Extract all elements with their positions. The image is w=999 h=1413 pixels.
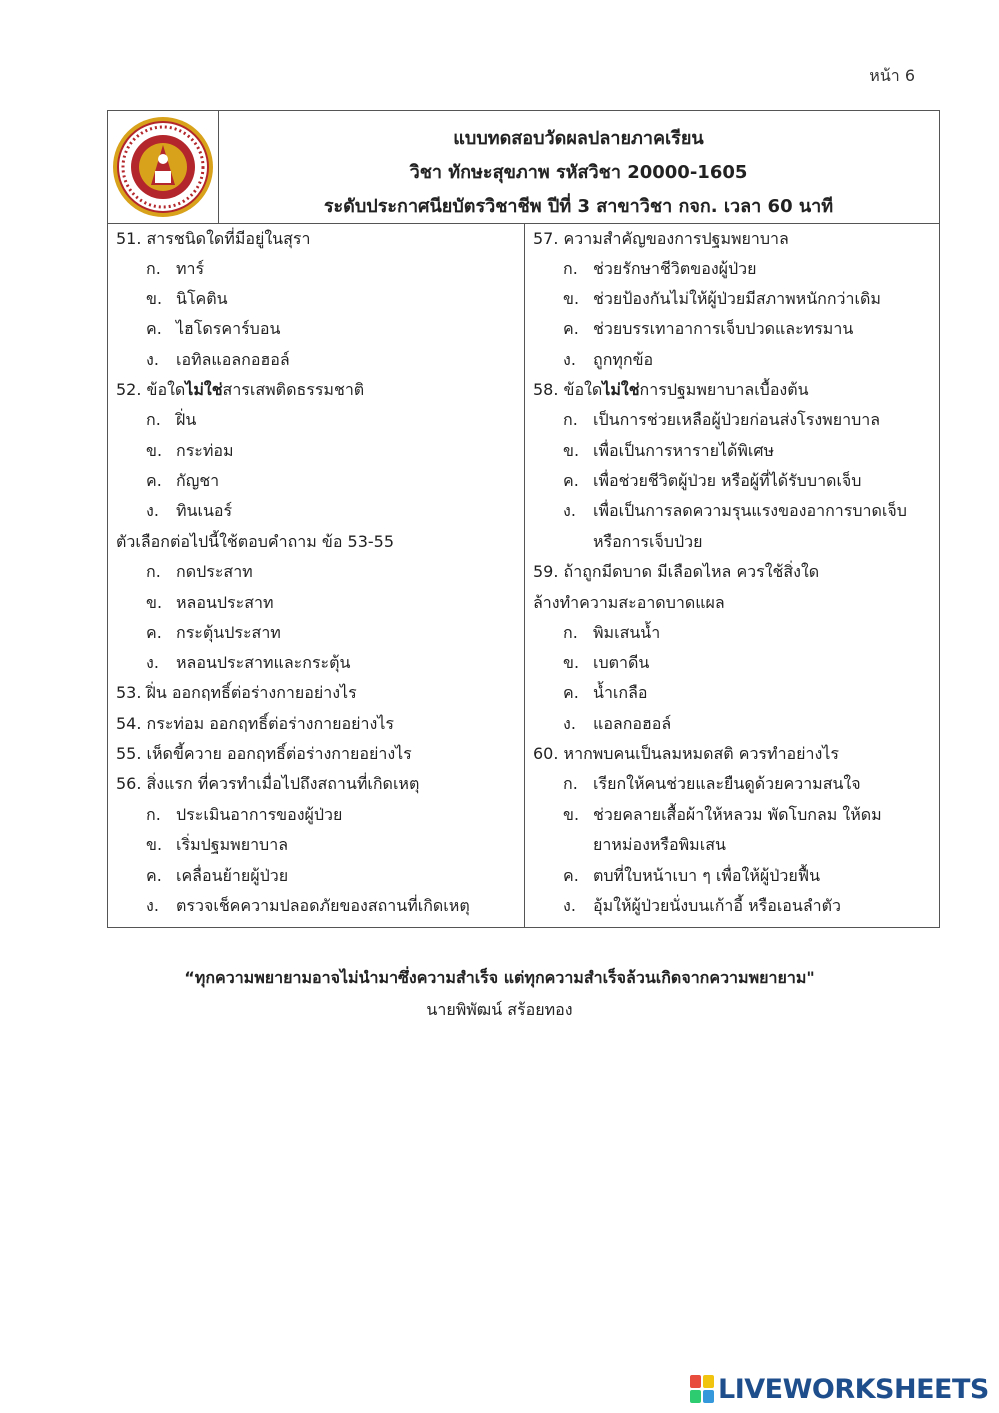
option[interactable] bbox=[146, 439, 234, 464]
option[interactable] bbox=[146, 317, 280, 342]
option-mark: ข. bbox=[146, 441, 163, 460]
option[interactable] bbox=[146, 803, 342, 828]
option-mark: ง. bbox=[563, 714, 576, 733]
option-text: เพื่อเป็นการหารายได้พิเศษ bbox=[593, 441, 775, 460]
option-continuation: หรือการเจ็บป่วย bbox=[593, 532, 703, 551]
option-mark: ง. bbox=[146, 350, 159, 369]
option-text: นิโคติน bbox=[176, 289, 228, 308]
option[interactable] bbox=[563, 681, 648, 706]
option[interactable] bbox=[146, 257, 204, 282]
option-text: เพื่อช่วยชีวิตผู้ป่วย หรือผู้ที่ได้รับบาดเจ็บ bbox=[593, 471, 862, 490]
option-text: ไฮโดรคาร์บอน bbox=[176, 319, 281, 338]
option-text: อุ้มให้ผู้ป่วยนั่งบนเก้าอี้ หรือเอนลำตัว bbox=[593, 896, 842, 915]
q52-emphasis: ไม่ใช่ bbox=[185, 380, 223, 399]
title-cell bbox=[218, 111, 939, 223]
option-text: เรียกให้คนช่วยและยืนดูด้วยความสนใจ bbox=[593, 774, 861, 793]
option-mark: ข. bbox=[146, 289, 163, 308]
option-text: แอลกอฮอล์ bbox=[593, 714, 672, 733]
option-text: ตบที่ใบหน้าเบา ๆ เพื่อให้ผู้ป่วยฟื้น bbox=[593, 866, 821, 885]
option-text: น้ำเกลือ bbox=[593, 683, 648, 702]
option[interactable] bbox=[563, 257, 757, 282]
option-mark: ก. bbox=[563, 410, 578, 429]
option[interactable] bbox=[146, 499, 232, 524]
option-text: ถูกทุกข้อ bbox=[593, 350, 654, 369]
page-number: หน้า 6 bbox=[869, 66, 915, 85]
option[interactable] bbox=[146, 287, 228, 312]
option-mark: ข. bbox=[146, 593, 163, 612]
level-line: ระดับประกาศนียบัตรวิชาชีพ ปีที่ 3 สาขาวิชา กจก. เวลา 60 นาที bbox=[323, 196, 834, 217]
right-column bbox=[525, 223, 939, 927]
option-text: ช่วยบรรเทาอาการเจ็บปวดและทรมาน bbox=[593, 319, 854, 338]
liveworksheets-icon bbox=[690, 1375, 714, 1403]
option-text: พิมเสนน้ำ bbox=[593, 623, 661, 642]
q58-emphasis: ไม่ใช่ bbox=[602, 380, 640, 399]
option-text: เป็นการช่วยเหลือผู้ป่วยก่อนส่งโรงพยาบาล bbox=[593, 410, 881, 429]
option-text: เพื่อเป็นการลดความรุนแรงของอาการบาดเจ็บ bbox=[593, 501, 907, 520]
question-55: 55. เห็ดขี้ควาย ออกฤทธิ์ต่อร่างกายอย่างไร bbox=[116, 744, 412, 763]
college-logo bbox=[111, 115, 215, 219]
option-text: กดประสาท bbox=[176, 562, 253, 581]
option-text: ช่วยรักษาชีวิตของผู้ป่วย bbox=[593, 259, 757, 278]
question-52 bbox=[116, 378, 364, 403]
option-mark: ข. bbox=[563, 805, 580, 824]
question-53: 53. ฝิ่น ออกฤทธิ์ต่อร่างกายอย่างไร bbox=[116, 683, 357, 702]
option-mark: ก. bbox=[146, 410, 161, 429]
q52-suffix: สารเสพติดธรรมชาติ bbox=[222, 380, 365, 399]
option-mark: ก. bbox=[563, 623, 578, 642]
option-mark: ง. bbox=[146, 653, 159, 672]
option-mark: ค. bbox=[563, 866, 579, 885]
option[interactable] bbox=[146, 560, 253, 585]
option-mark: ค. bbox=[146, 471, 162, 490]
choices-intro: ตัวเลือกต่อไปนี้ใช้ตอบคำถาม ข้อ 53-55 bbox=[116, 532, 395, 551]
option-mark: ค. bbox=[146, 319, 162, 338]
option-mark: ก. bbox=[146, 562, 161, 581]
subject-line: วิชา ทักษะสุขภาพ รหัสวิชา 20000-1605 bbox=[409, 162, 748, 183]
option-text: เริ่มปฐมพยาบาล bbox=[176, 835, 288, 854]
option[interactable] bbox=[146, 833, 288, 858]
option-mark: ก. bbox=[146, 259, 161, 278]
option-text: กระตุ้นประสาท bbox=[176, 623, 281, 642]
q58-prefix: 58. ข้อใด bbox=[533, 380, 603, 399]
question-58 bbox=[533, 378, 809, 403]
question-54: 54. กระท่อม ออกฤทธิ์ต่อร่างกายอย่างไร bbox=[116, 714, 394, 733]
option[interactable] bbox=[563, 712, 671, 737]
option-text: เคลื่อนย้ายผู้ป่วย bbox=[176, 866, 289, 885]
option-mark: ง. bbox=[146, 501, 159, 520]
option[interactable] bbox=[563, 803, 882, 828]
question-60: 60. หากพบคนเป็นลมหมดสติ ควรทำอย่างไร bbox=[533, 744, 839, 763]
option-text: ช่วยป้องกันไม่ให้ผู้ป่วยมีสภาพหนักกว่าเดิม bbox=[593, 289, 881, 308]
option-text: กระท่อม bbox=[176, 441, 234, 460]
option-text: ฝิ่น bbox=[176, 410, 197, 429]
option-text: ทาร์ bbox=[176, 259, 205, 278]
question-56: 56. สิ่งแรก ที่ควรทำเมื่อไปถึงสถานที่เกิดเหตุ bbox=[116, 774, 420, 793]
option-mark: ค. bbox=[146, 866, 162, 885]
option[interactable] bbox=[146, 894, 470, 919]
option-text: เอทิลแอลกอฮอล์ bbox=[176, 350, 290, 369]
option-mark: ก. bbox=[563, 259, 578, 278]
option-mark: ง. bbox=[563, 896, 576, 915]
option-mark: ค. bbox=[563, 683, 579, 702]
option-text: ช่วยคลายเสื้อผ้าให้หลวม พัดโบกลม ให้ดม bbox=[593, 805, 882, 824]
option-text: ตรวจเช็คความปลอดภัยของสถานที่เกิดเหตุ bbox=[176, 896, 470, 915]
option-mark: ค. bbox=[563, 319, 579, 338]
option[interactable] bbox=[563, 287, 881, 312]
q52-prefix: 52. ข้อใด bbox=[116, 380, 186, 399]
option-text: เบตาดีน bbox=[593, 653, 650, 672]
option-mark: ข. bbox=[563, 441, 580, 460]
option[interactable] bbox=[146, 408, 196, 433]
quote-author: นายพิพัฒน์ สร้อยทอง bbox=[426, 1000, 573, 1019]
option-mark: ก. bbox=[563, 774, 578, 793]
option-text: ประเมินอาการของผู้ป่วย bbox=[176, 805, 343, 824]
liveworksheets-logo[interactable] bbox=[690, 1373, 989, 1405]
option[interactable] bbox=[146, 864, 288, 889]
left-column bbox=[108, 223, 525, 927]
option-mark: ค. bbox=[146, 623, 162, 642]
option[interactable] bbox=[563, 348, 653, 373]
option[interactable] bbox=[563, 439, 774, 464]
option-text: กัญชา bbox=[176, 471, 220, 490]
option[interactable] bbox=[563, 772, 861, 797]
question-59-cont: ล้างทำความสะอาดบาดแผล bbox=[533, 593, 725, 612]
option-mark: ก. bbox=[146, 805, 161, 824]
option[interactable] bbox=[563, 408, 880, 433]
option-mark: ค. bbox=[563, 471, 579, 490]
exam-title: แบบทดสอบวัดผลปลายภาคเรียน bbox=[453, 128, 704, 149]
q58-suffix: การปฐมพยาบาลเบื้องต้น bbox=[639, 380, 809, 399]
option-mark: ข. bbox=[146, 835, 163, 854]
question-51: 51. สารชนิดใดที่มีอยู่ในสุรา bbox=[116, 229, 311, 248]
option-continuation: ยาหม่องหรือพิมเสน bbox=[593, 835, 726, 854]
option-text: หลอนประสาท bbox=[176, 593, 274, 612]
exam-table bbox=[107, 110, 940, 928]
motivational-quote: “ทุกความพยายามอาจไม่นำมาซึ่งความสำเร็จ แต่ทุกความสำเร็จล้วนเกิดจากความพยายาม" bbox=[184, 968, 815, 987]
question-57: 57. ความสำคัญของการปฐมพยาบาล bbox=[533, 229, 789, 248]
option[interactable] bbox=[563, 894, 841, 919]
brand-text: LIVEWORKSHEETS bbox=[718, 1373, 989, 1405]
option-mark: ข. bbox=[563, 653, 580, 672]
option[interactable] bbox=[146, 621, 281, 646]
option-mark: ง. bbox=[563, 350, 576, 369]
option-mark: ง. bbox=[146, 896, 159, 915]
option-text: ทินเนอร์ bbox=[176, 501, 233, 520]
option[interactable] bbox=[146, 591, 274, 616]
option[interactable] bbox=[563, 469, 861, 494]
option[interactable] bbox=[563, 651, 649, 676]
option[interactable] bbox=[146, 651, 350, 676]
option[interactable] bbox=[563, 499, 907, 524]
exam-header bbox=[108, 111, 939, 224]
option[interactable] bbox=[563, 317, 853, 342]
option[interactable] bbox=[146, 348, 290, 373]
question-59: 59. ถ้าถูกมีดบาด มีเลือดไหล ควรใช้สิ่งใด bbox=[533, 562, 820, 581]
option[interactable] bbox=[563, 621, 660, 646]
option[interactable] bbox=[563, 864, 820, 889]
option-mark: ง. bbox=[563, 501, 576, 520]
option-text: หลอนประสาทและกระตุ้น bbox=[176, 653, 351, 672]
logo-cell bbox=[108, 111, 219, 223]
option[interactable] bbox=[146, 469, 219, 494]
option-mark: ข. bbox=[563, 289, 580, 308]
